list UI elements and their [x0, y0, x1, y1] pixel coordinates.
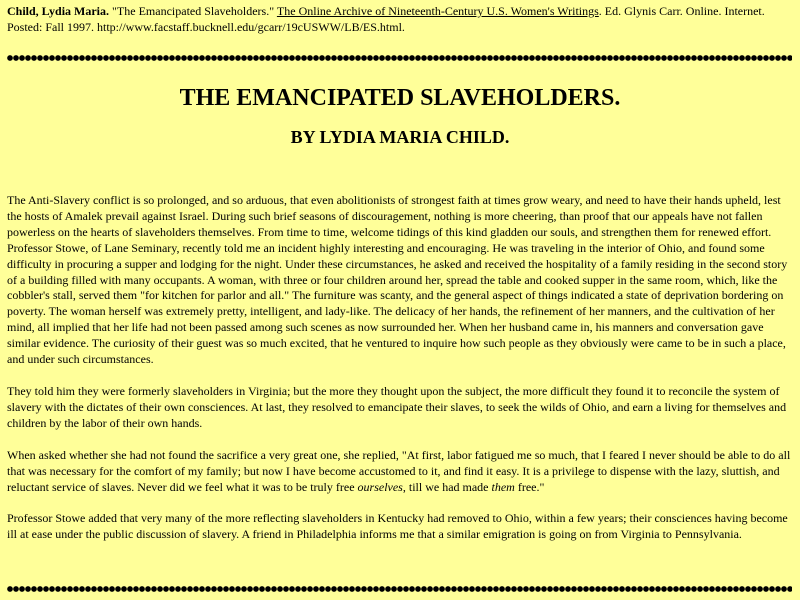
document-body [7, 193, 794, 559]
document-title: THE EMANCIPATED SLAVEHOLDERS. [179, 85, 621, 111]
paragraph-3-emphasis-them: them [491, 479, 515, 494]
citation-author: Child, Lydia Maria. [7, 4, 110, 18]
paragraph-3 [7, 448, 794, 496]
paragraph-3-text-2: , till we had made [402, 479, 492, 494]
citation-work-title: "The Emancipated Slaveholders." [112, 4, 275, 18]
paragraph-3-emphasis-ourselves: ourselves [357, 479, 403, 494]
archive-link[interactable]: The Online Archive of Nineteenth-Century U.S. Women's Writings [276, 4, 599, 18]
paragraph-4: Professor Stowe added that very many of the more reflecting slaveholders in Kentucky had removed to Ohio, within a few years; their consciences having become ill at ease under the public discussion of slavery. A friend in Philadelphia informs me that a similar emigration is going on from Virginia to Pennsylvania. [7, 511, 788, 542]
citation [7, 3, 793, 35]
paragraph-3-text-3: free." [514, 479, 545, 494]
paragraph-1: The Anti-Slavery conflict is so prolonged, and so arduous, that even abolitionists of strongest faith at times grow weary, and need to have their hands upheld, lest the hosts of Amalek prevail against Israel. During such brief seasons of discouragement, nothing is more cheering, than proof that our appeals have not fallen powerless on the hearts of slaveholders themselves. From time to time, welcome tidings of this kind gladden our souls, and strengthen them for renewed effort. Professor Stowe, of Lane Seminary, recently told me an incident highly interesting and encouraging. He was traveling in the interior of Ohio, and found some difficulty in procuring a supper and lodging for the night. Under these circumstances, he asked and received the hospitality of a family residing in the second story of a building filled with many occupants. A woman, with three or four children around her, spread the table and cooked supper in the same room, which, like the cobbler's stall, served them "for kitchen for parlor and all." The furniture was scanty, and the general aspect of things indicated a state of deprivation bordering on poverty. The woman herself was extremely pretty, intelligent, and lady-like. The delicacy of her hands, the refinement of her manners, and the cultivation of her mind, all implied that her life had not been passed among such scenes as now surrounded her. When her husband came in, his manners and conversation gave similar evidence. The curiosity of their guest was so much excited, that he ventured to inquire how such people as they obviously were came to be in such a place, and under such circumstances. [7, 193, 788, 367]
paragraph-3-text: When asked whether she had not found the sacrifice a very great one, she replied, "At first, labor fatigued me so much, that I feared I never should be able to do all that was necessary for the comfort of my family; but now I have become accustomed to it, and find it easy. It is a privilege to dispense with the lazy, sluttish, and reluctant service of slaves. Never did we feel what it was to be truly free [7, 447, 791, 494]
top-divider [7, 54, 792, 62]
document-byline: BY LYDIA MARIA CHILD. [290, 127, 510, 147]
bottom-divider [7, 585, 792, 593]
paragraph-2: They told him they were formerly slaveholders in Virginia; but the more they thought upon the subject, the more difficult they found it to reconcile the system of slavery with the dictates of their own consciences. At last, they resolved to emancipate their slaves, to seek the wilds of Ohio, and earn a living for themselves and children by the labor of their own hands. [7, 383, 787, 430]
citation-details: . Ed. Glynis Carr. Online. Internet. Posted: Fall 1997. http://www.facstaff.bucknell.edu/gcarr/19cUSWW/LB/ES.html. [7, 4, 765, 34]
